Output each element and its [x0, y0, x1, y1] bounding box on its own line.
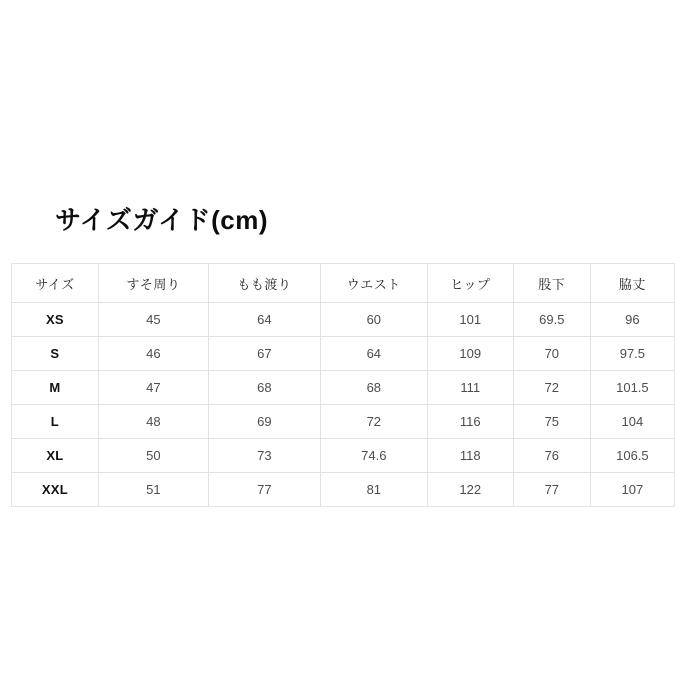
size-label-cell: M: [12, 371, 99, 405]
column-header-2: もも渡り: [208, 264, 320, 303]
size-guide-table-container: [11, 263, 675, 507]
value-cell: 104: [590, 405, 674, 439]
column-header-6: 脇丈: [590, 264, 674, 303]
column-header-1: すそ周り: [98, 264, 208, 303]
table-row: [12, 337, 675, 371]
value-cell: 46: [98, 337, 208, 371]
value-cell: 68: [320, 371, 427, 405]
value-cell: 69.5: [513, 303, 590, 337]
value-cell: 76: [513, 439, 590, 473]
value-cell: 72: [320, 405, 427, 439]
value-cell: 106.5: [590, 439, 674, 473]
table-row: [12, 303, 675, 337]
value-cell: 69: [208, 405, 320, 439]
value-cell: 64: [320, 337, 427, 371]
table-row: [12, 405, 675, 439]
value-cell: 60: [320, 303, 427, 337]
value-cell: 67: [208, 337, 320, 371]
value-cell: 101: [427, 303, 513, 337]
size-table-head: [12, 264, 675, 303]
value-cell: 107: [590, 473, 674, 507]
value-cell: 97.5: [590, 337, 674, 371]
value-cell: 101.5: [590, 371, 674, 405]
value-cell: 81: [320, 473, 427, 507]
table-row: [12, 371, 675, 405]
table-row: [12, 439, 675, 473]
value-cell: 109: [427, 337, 513, 371]
table-row: [12, 473, 675, 507]
value-cell: 73: [208, 439, 320, 473]
column-header-4: ヒップ: [427, 264, 513, 303]
column-header-5: 股下: [513, 264, 590, 303]
value-cell: 118: [427, 439, 513, 473]
column-header-3: ウエスト: [320, 264, 427, 303]
value-cell: 122: [427, 473, 513, 507]
value-cell: 74.6: [320, 439, 427, 473]
value-cell: 77: [208, 473, 320, 507]
size-table-body: [12, 303, 675, 507]
size-table-header-row: [12, 264, 675, 303]
value-cell: 77: [513, 473, 590, 507]
size-label-cell: XL: [12, 439, 99, 473]
value-cell: 96: [590, 303, 674, 337]
value-cell: 72: [513, 371, 590, 405]
value-cell: 116: [427, 405, 513, 439]
size-label-cell: L: [12, 405, 99, 439]
page-title: サイズガイド(cm): [55, 205, 269, 236]
size-label-cell: XXL: [12, 473, 99, 507]
value-cell: 111: [427, 371, 513, 405]
value-cell: 45: [98, 303, 208, 337]
value-cell: 51: [98, 473, 208, 507]
column-header-0: サイズ: [12, 264, 99, 303]
value-cell: 64: [208, 303, 320, 337]
size-label-cell: S: [12, 337, 99, 371]
value-cell: 50: [98, 439, 208, 473]
value-cell: 70: [513, 337, 590, 371]
value-cell: 47: [98, 371, 208, 405]
value-cell: 48: [98, 405, 208, 439]
size-guide-table: [11, 263, 675, 507]
value-cell: 75: [513, 405, 590, 439]
value-cell: 68: [208, 371, 320, 405]
size-label-cell: XS: [12, 303, 99, 337]
